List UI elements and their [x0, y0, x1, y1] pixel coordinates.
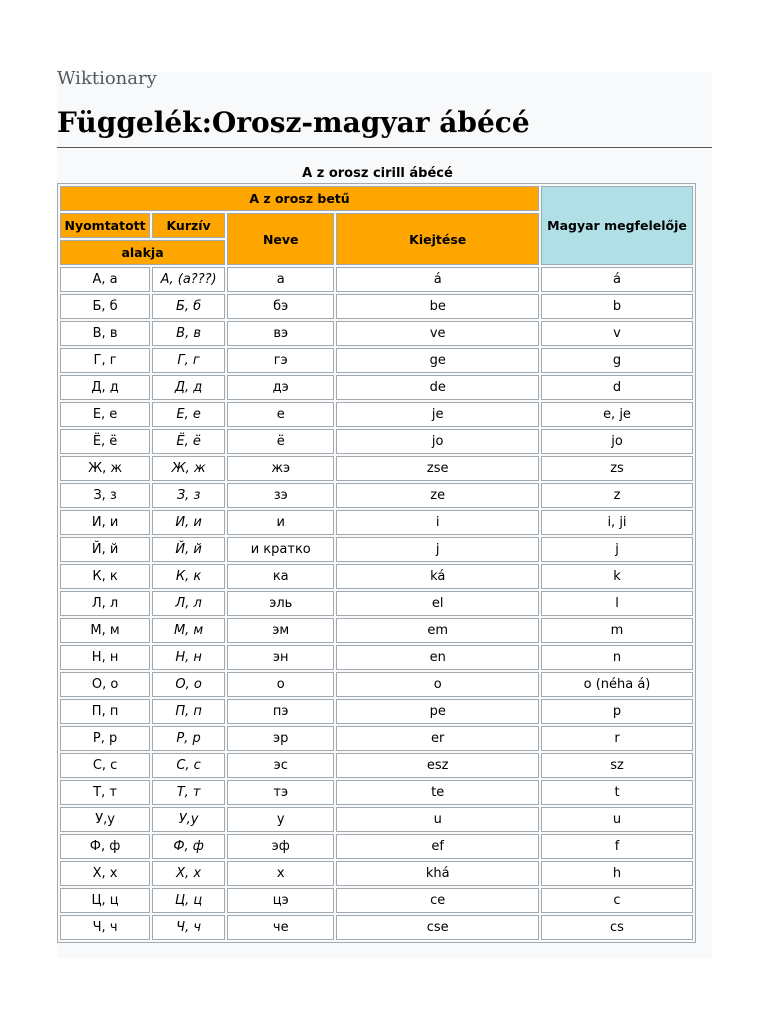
cell-cursive: А, (а???)	[152, 267, 225, 292]
cell-printed: О, о	[60, 672, 150, 697]
table-row	[60, 645, 693, 670]
cell-printed: Л, л	[60, 591, 150, 616]
cell-hungarian: k	[541, 564, 693, 589]
page-bottom	[0, 958, 768, 1024]
cell-pronunciation: ve	[336, 321, 539, 346]
cell-printed: Й, й	[60, 537, 150, 562]
cell-cursive: Б, б	[152, 294, 225, 319]
cell-letter-name: бэ	[227, 294, 334, 319]
cell-hungarian: b	[541, 294, 693, 319]
table-row	[60, 591, 693, 616]
cell-hungarian: h	[541, 861, 693, 886]
table-row	[60, 834, 693, 859]
cell-cursive: Д, д	[152, 375, 225, 400]
table-row	[60, 375, 693, 400]
header-pronunciation: Kiejtése	[336, 213, 539, 265]
cell-pronunciation: esz	[336, 753, 539, 778]
page-title: Függelék:Orosz-magyar ábécé	[57, 106, 530, 139]
table-row	[60, 888, 693, 913]
cell-printed: Ч, ч	[60, 915, 150, 940]
table-row	[60, 753, 693, 778]
cell-letter-name: у	[227, 807, 334, 832]
cell-pronunciation: cse	[336, 915, 539, 940]
table-row	[60, 726, 693, 751]
cell-cursive: Х, х	[152, 861, 225, 886]
cell-pronunciation: el	[336, 591, 539, 616]
cell-hungarian: j	[541, 537, 693, 562]
cell-hungarian: á	[541, 267, 693, 292]
cell-pronunciation: khá	[336, 861, 539, 886]
header-row-group	[60, 186, 693, 211]
cell-hungarian: cs	[541, 915, 693, 940]
cell-pronunciation: u	[336, 807, 539, 832]
header-hungarian-equivalent: Magyar megfelelője	[541, 186, 693, 265]
table-row	[60, 672, 693, 697]
cell-printed: Ц, ц	[60, 888, 150, 913]
cell-pronunciation: be	[336, 294, 539, 319]
cell-cursive: Л, л	[152, 591, 225, 616]
table-row	[60, 510, 693, 535]
table-row	[60, 807, 693, 832]
cell-printed: Б, б	[60, 294, 150, 319]
cell-pronunciation: ká	[336, 564, 539, 589]
cell-cursive: Т, т	[152, 780, 225, 805]
cell-pronunciation: te	[336, 780, 539, 805]
cell-pronunciation: j	[336, 537, 539, 562]
cell-cursive: С, с	[152, 753, 225, 778]
cell-printed: А, а	[60, 267, 150, 292]
cell-pronunciation: je	[336, 402, 539, 427]
table-row	[60, 429, 693, 454]
cell-letter-name: пэ	[227, 699, 334, 724]
cell-printed: П, п	[60, 699, 150, 724]
cell-printed: Ф, ф	[60, 834, 150, 859]
cell-hungarian: u	[541, 807, 693, 832]
cell-pronunciation: de	[336, 375, 539, 400]
cell-hungarian: i, ji	[541, 510, 693, 535]
cell-cursive: З, з	[152, 483, 225, 508]
cell-cursive: Ж, ж	[152, 456, 225, 481]
cell-cursive: Й, й	[152, 537, 225, 562]
cell-pronunciation: jo	[336, 429, 539, 454]
cell-letter-name: дэ	[227, 375, 334, 400]
table-row	[60, 861, 693, 886]
alphabet-table	[57, 183, 696, 943]
table-row	[60, 483, 693, 508]
table-row	[60, 618, 693, 643]
cell-hungarian: m	[541, 618, 693, 643]
cell-printed: Е, е	[60, 402, 150, 427]
cell-letter-name: гэ	[227, 348, 334, 373]
cell-hungarian: sz	[541, 753, 693, 778]
alphabet-table-container	[57, 165, 698, 943]
table-row	[60, 537, 693, 562]
table-row	[60, 294, 693, 319]
cell-pronunciation: er	[336, 726, 539, 751]
cell-letter-name: тэ	[227, 780, 334, 805]
site-name[interactable]: Wiktionary	[57, 68, 157, 89]
cell-letter-name: че	[227, 915, 334, 940]
cell-letter-name: о	[227, 672, 334, 697]
cell-letter-name: эс	[227, 753, 334, 778]
cell-hungarian: p	[541, 699, 693, 724]
cell-letter-name: эф	[227, 834, 334, 859]
cell-pronunciation: zse	[336, 456, 539, 481]
cell-hungarian: o (néha á)	[541, 672, 693, 697]
cell-letter-name: эр	[227, 726, 334, 751]
title-divider	[57, 147, 712, 148]
cell-printed: Х, х	[60, 861, 150, 886]
cell-hungarian: d	[541, 375, 693, 400]
cell-pronunciation: ge	[336, 348, 539, 373]
cell-letter-name: вэ	[227, 321, 334, 346]
cell-pronunciation: em	[336, 618, 539, 643]
cell-pronunciation: á	[336, 267, 539, 292]
cell-letter-name: ё	[227, 429, 334, 454]
cell-hungarian: z	[541, 483, 693, 508]
header-form: alakja	[60, 240, 225, 265]
cell-letter-name: эн	[227, 645, 334, 670]
cell-cursive: У,у	[152, 807, 225, 832]
cell-hungarian: t	[541, 780, 693, 805]
cell-letter-name: зэ	[227, 483, 334, 508]
cell-cursive: Ё, ё	[152, 429, 225, 454]
cell-hungarian: g	[541, 348, 693, 373]
cell-pronunciation: o	[336, 672, 539, 697]
header-russian-letter: A z orosz betű	[60, 186, 539, 211]
cell-hungarian: f	[541, 834, 693, 859]
cell-hungarian: e, je	[541, 402, 693, 427]
table-body	[60, 267, 693, 940]
table-row	[60, 267, 693, 292]
cell-cursive: Н, н	[152, 645, 225, 670]
cell-cursive: П, п	[152, 699, 225, 724]
cell-letter-name: и	[227, 510, 334, 535]
cell-cursive: Р, р	[152, 726, 225, 751]
cell-letter-name: эм	[227, 618, 334, 643]
cell-letter-name: е	[227, 402, 334, 427]
cell-hungarian: jo	[541, 429, 693, 454]
header-name: Neve	[227, 213, 334, 265]
cell-hungarian: r	[541, 726, 693, 751]
cell-letter-name: эль	[227, 591, 334, 616]
cell-printed: С, с	[60, 753, 150, 778]
cell-printed: У,у	[60, 807, 150, 832]
table-row	[60, 915, 693, 940]
header-cursive: Kurzív	[152, 213, 225, 238]
cell-cursive: О, о	[152, 672, 225, 697]
cell-cursive: Ф, ф	[152, 834, 225, 859]
cell-letter-name: и кратко	[227, 537, 334, 562]
cell-printed: Т, т	[60, 780, 150, 805]
cell-printed: В, в	[60, 321, 150, 346]
cell-cursive: Г, г	[152, 348, 225, 373]
table-row	[60, 780, 693, 805]
cell-printed: Д, д	[60, 375, 150, 400]
cell-printed: Г, г	[60, 348, 150, 373]
table-row	[60, 699, 693, 724]
cell-printed: З, з	[60, 483, 150, 508]
cell-pronunciation: ef	[336, 834, 539, 859]
cell-cursive: Е, е	[152, 402, 225, 427]
cell-letter-name: цэ	[227, 888, 334, 913]
cell-hungarian: zs	[541, 456, 693, 481]
cell-cursive: Ц, ц	[152, 888, 225, 913]
cell-cursive: В, в	[152, 321, 225, 346]
cell-printed: Ж, ж	[60, 456, 150, 481]
table-head	[60, 186, 693, 265]
cell-hungarian: n	[541, 645, 693, 670]
cell-letter-name: жэ	[227, 456, 334, 481]
cell-pronunciation: ce	[336, 888, 539, 913]
cell-printed: Н, н	[60, 645, 150, 670]
cell-hungarian: l	[541, 591, 693, 616]
cell-letter-name: а	[227, 267, 334, 292]
cell-cursive: К, к	[152, 564, 225, 589]
cell-printed: И, и	[60, 510, 150, 535]
table-row	[60, 321, 693, 346]
cell-printed: Ё, ё	[60, 429, 150, 454]
cell-hungarian: c	[541, 888, 693, 913]
cell-cursive: Ч, ч	[152, 915, 225, 940]
cell-printed: М, м	[60, 618, 150, 643]
cell-printed: Р, р	[60, 726, 150, 751]
table-row	[60, 564, 693, 589]
cell-pronunciation: i	[336, 510, 539, 535]
cell-pronunciation: en	[336, 645, 539, 670]
table-row	[60, 348, 693, 373]
cell-letter-name: х	[227, 861, 334, 886]
cell-hungarian: v	[541, 321, 693, 346]
cell-pronunciation: ze	[336, 483, 539, 508]
cell-cursive: М, м	[152, 618, 225, 643]
table-row	[60, 456, 693, 481]
cell-printed: К, к	[60, 564, 150, 589]
cell-cursive: И, и	[152, 510, 225, 535]
table-caption: A z orosz cirill ábécé	[302, 166, 453, 181]
cell-pronunciation: pe	[336, 699, 539, 724]
cell-letter-name: ка	[227, 564, 334, 589]
table-row	[60, 402, 693, 427]
header-printed: Nyomtatott	[60, 213, 150, 238]
